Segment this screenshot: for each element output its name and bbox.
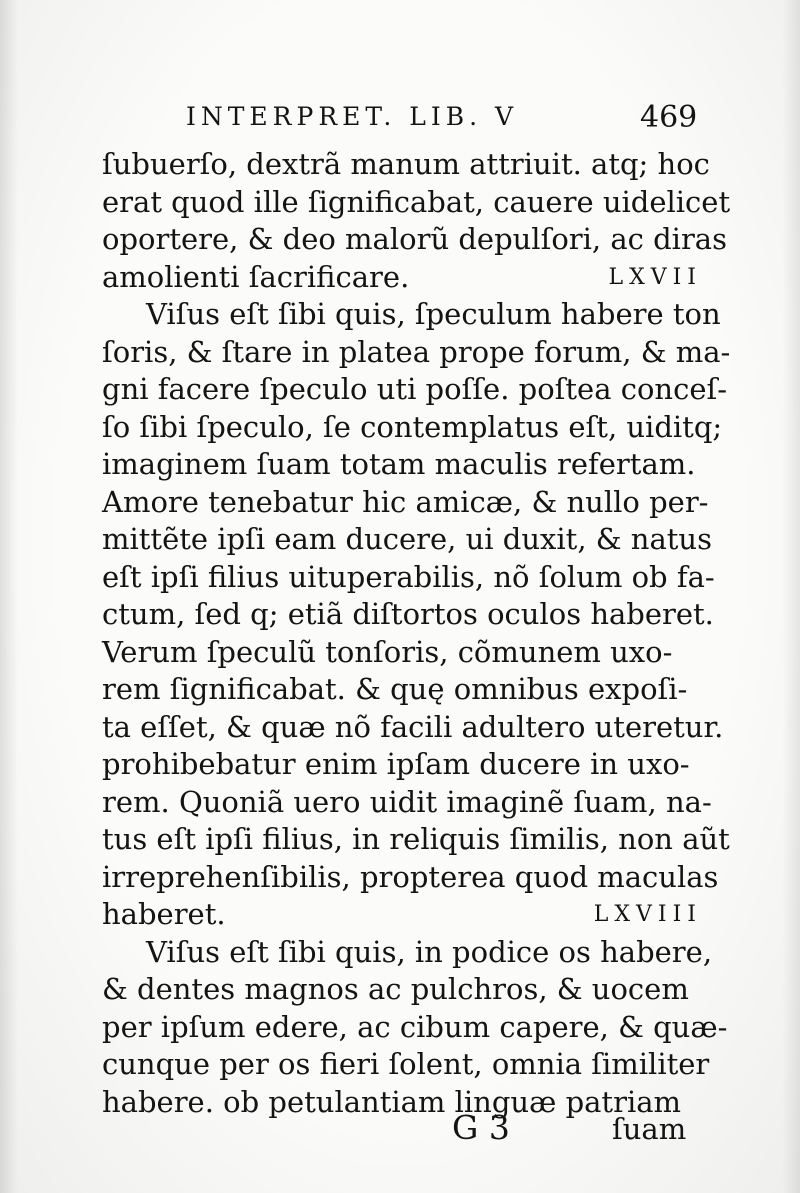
text-line: [102, 784, 712, 822]
text-line: [102, 746, 702, 784]
line-text: amolienti ſacrificare.: [102, 259, 410, 294]
line-text: ſo ſibi ſpeculo, ſe contemplatus eſt, uiditq;: [102, 409, 723, 444]
line-text: Amore tenebatur hic amicæ, & nullo per-: [102, 484, 709, 519]
page-edge-shadow-right: [782, 0, 800, 1193]
signature-line: [0, 1108, 800, 1154]
catchword: ſuam: [612, 1112, 687, 1146]
line-text: ſubuerſo, dextrã manum attriuit. atq; hoc: [102, 147, 710, 181]
text-line: [102, 971, 702, 1009]
text-block: [102, 146, 731, 1121]
text-line: [102, 1009, 728, 1047]
text-line: [102, 146, 710, 184]
line-text: imaginem ſuam totam maculis refertam.: [102, 447, 696, 481]
text-line: [102, 259, 702, 297]
line-text: ſoris, & ſtare in platea prope forum, & ma-: [102, 334, 731, 369]
text-line: [102, 296, 721, 334]
line-text: rem. Quoniã uero uidit imaginẽ ſuam, na-: [102, 784, 712, 819]
text-line: [102, 596, 714, 634]
text-line: [102, 634, 702, 672]
text-line: [102, 709, 724, 747]
line-text: Viſus eſt ſibi quis, ſpeculum habere ton: [146, 297, 721, 331]
text-line: [102, 671, 702, 709]
line-text: per ipſum edere, ac cibum capere, & quæ-: [102, 1009, 728, 1044]
text-line: [102, 821, 730, 859]
line-text: & dentes magnos ac pulchros, & uocem: [102, 972, 689, 1006]
line-text: ctum, ſed q; etiã diſtortos oculos haberet.: [102, 597, 714, 631]
text-line: [102, 334, 731, 372]
text-line: [102, 559, 715, 597]
running-title: INTERPRET. LIB. V: [186, 102, 519, 131]
line-text: tus eſt ipſi filius, in reliquis ſimilis, non aũt: [102, 822, 730, 856]
text-line: [102, 934, 713, 972]
text-line: [102, 409, 723, 447]
line-text: mittẽte ipſi eam ducere, ui duxit, & natus: [102, 522, 712, 556]
text-line: [102, 859, 719, 897]
line-text: irreprehenſibilis, propterea quod maculas: [102, 859, 719, 894]
line-text: Viſus eſt ſibi quis, in podice os habere,: [146, 934, 713, 969]
line-text: Verum ſpeculũ tonſoris, cõmunem uxo-: [102, 634, 673, 669]
signature-mark: G 3: [452, 1108, 510, 1147]
line-text: habere. ob petulantiam linguæ patriam: [102, 1084, 682, 1119]
page-number: 469: [640, 100, 698, 135]
chapter-numeral: LXVII: [608, 264, 702, 290]
chapter-numeral: LXVIII: [593, 902, 702, 927]
line-text: eſt ipſi filius uituperabilis, nõ ſolum ob fa-: [102, 559, 715, 594]
text-line: [102, 184, 731, 222]
text-line: [102, 1046, 710, 1084]
text-line: [102, 371, 728, 409]
page-edge-shadow-left: [0, 0, 18, 1193]
text-line: [102, 896, 702, 934]
line-text: prohibebatur enim ipſam ducere in uxo-: [102, 747, 690, 781]
line-text: rem ſignificabat. & quę omnibus expoſi-: [102, 672, 688, 706]
line-text: gni facere ſpeculo uti poſſe. poſtea conceſ-: [102, 372, 728, 406]
line-text: cunque per os fieri ſolent, omnia ſimiliter: [102, 1047, 710, 1081]
text-line: [102, 221, 727, 259]
line-text: ta eſſet, & quæ nõ facili adultero uteretur.: [102, 709, 724, 744]
text-line: [102, 521, 712, 559]
line-text: oportere, & deo malorũ depulſori, ac diras: [102, 222, 727, 256]
line-text: haberet.: [102, 897, 226, 931]
text-line: [102, 484, 709, 522]
line-text: erat quod ille ſignificabat, cauere uidelicet: [102, 184, 731, 219]
running-head: [0, 98, 800, 138]
text-line: [102, 446, 702, 484]
